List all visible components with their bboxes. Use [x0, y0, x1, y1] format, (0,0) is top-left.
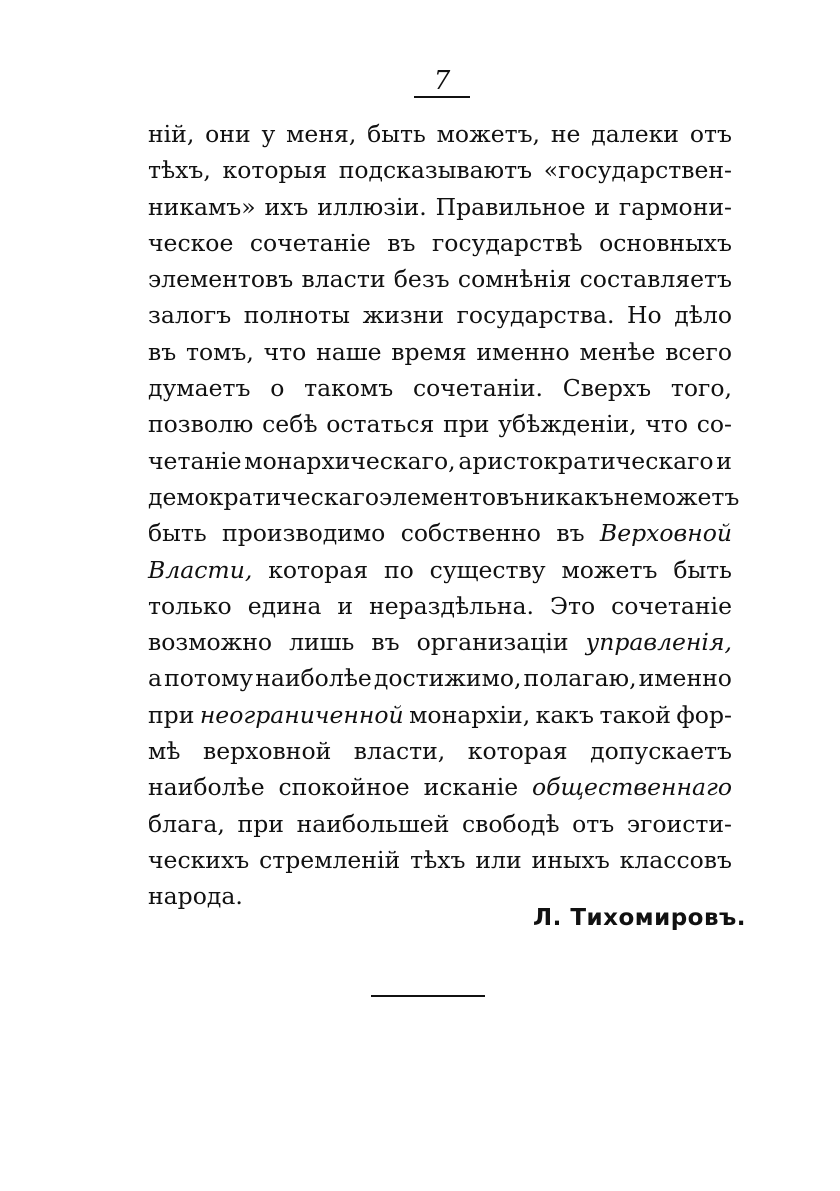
word: наше [316, 337, 382, 366]
word: полноты [243, 301, 351, 330]
word: въ [556, 519, 585, 548]
word: организаціи [416, 628, 569, 657]
word: и [594, 192, 611, 221]
word: можетъ [643, 482, 740, 511]
text-line [148, 261, 732, 297]
word: при [237, 809, 284, 838]
word: потому [164, 664, 254, 693]
text-line [148, 806, 732, 842]
word: лишь [289, 628, 355, 657]
word: исканіе [423, 773, 519, 802]
word: не [613, 482, 644, 511]
text-line [148, 116, 732, 152]
word: того, [670, 374, 732, 403]
word: время [391, 337, 467, 366]
word: именно [638, 664, 732, 693]
text-line [148, 769, 732, 805]
text-line [148, 697, 732, 733]
word: или [475, 845, 522, 874]
word: существу [429, 555, 546, 584]
word: наиболѣе [148, 773, 265, 802]
word: въ [387, 228, 416, 257]
italic-word: общественнаго [532, 773, 732, 802]
word: сочетаніе [611, 591, 732, 620]
word: что [645, 410, 689, 439]
word: можетъ, [436, 120, 541, 148]
word: аристократическаго [458, 446, 714, 475]
word: Сверхъ [562, 374, 652, 403]
word: именно [476, 337, 570, 366]
word: ческихъ [148, 845, 250, 874]
word: монархическаго, [244, 446, 456, 475]
word: иныхъ [531, 845, 610, 874]
italic-word: управленія, [585, 628, 732, 657]
word: дѣло [674, 301, 732, 330]
word: свободѣ [462, 809, 560, 838]
word: въ [371, 628, 400, 657]
text-line [148, 297, 732, 333]
word: нераздѣльна. [369, 591, 535, 620]
word: народа. [148, 882, 243, 911]
word: при [148, 700, 195, 729]
word: сочетаніе [249, 228, 371, 257]
word: они [205, 120, 251, 148]
word: томъ, [185, 337, 254, 366]
italic-word: неограниченной [199, 700, 404, 729]
word: всего [665, 337, 732, 366]
word: такомъ [304, 374, 394, 403]
word: безъ [393, 265, 450, 294]
word: допускаетъ [590, 737, 732, 766]
word: позволю [148, 410, 254, 439]
word: отъ [572, 809, 615, 838]
word: о [270, 374, 285, 403]
signature: Л. Тихомировъ. [533, 905, 747, 931]
word: быть [148, 519, 207, 548]
word: залогъ [148, 301, 232, 330]
word: быть [367, 120, 426, 148]
word: Но [627, 301, 662, 330]
word: элементовъ [148, 265, 294, 294]
word: полагаю, [523, 664, 637, 693]
word: составляетъ [579, 265, 732, 294]
word: такой [599, 700, 671, 729]
word: меня, [286, 120, 357, 148]
word: которая [268, 555, 369, 584]
word: никакъ [524, 482, 614, 511]
word: въ [148, 337, 177, 366]
italic-word: Верховной [599, 519, 732, 548]
word: достижимо, [373, 664, 522, 693]
word: возможно [148, 628, 273, 657]
word: какъ [535, 700, 594, 729]
text-line [148, 479, 740, 515]
word: никамъ» [148, 192, 256, 221]
word: «государствен- [543, 156, 732, 185]
text-line [148, 733, 732, 769]
word: государствѣ [432, 228, 583, 257]
word: жизни [362, 301, 445, 330]
word: монархіи, [409, 700, 531, 729]
word: которая [467, 737, 568, 766]
word: ній, [148, 120, 195, 148]
word: у [261, 120, 276, 148]
word: убѣжденіи, [498, 410, 637, 439]
word: основныхъ [599, 228, 732, 257]
word: остаться [326, 410, 435, 439]
word: наиболѣе [255, 664, 372, 693]
word: при [443, 410, 490, 439]
word: сомнѣнія [457, 265, 572, 294]
word: власти, [353, 737, 446, 766]
footer-rule [371, 995, 485, 997]
text-line [148, 370, 732, 406]
word: не [550, 120, 581, 148]
text-line [148, 552, 732, 588]
text-line [148, 842, 732, 878]
word: себѣ [262, 410, 318, 439]
word: тѣхъ [410, 845, 466, 874]
text-line [148, 189, 732, 225]
word: и [716, 446, 732, 475]
word: а [148, 664, 163, 693]
word: государства. [456, 301, 615, 330]
word: власти [301, 265, 386, 294]
page-number: 7 [433, 66, 451, 96]
word: элементовъ [378, 482, 525, 511]
word: наибольшей [296, 809, 450, 838]
word: верховной [202, 737, 332, 766]
word: думаетъ [148, 374, 251, 403]
word: быть [673, 555, 732, 584]
word: ческое [148, 228, 234, 257]
word: фор- [676, 700, 732, 729]
word: менѣе [579, 337, 656, 366]
word: четаніе [148, 446, 242, 475]
text-line [148, 152, 732, 188]
word: которыя [222, 156, 328, 185]
text-line [148, 406, 732, 442]
text-line [148, 515, 732, 551]
italic-word: Власти, [148, 555, 253, 584]
word: мѣ [148, 737, 181, 766]
word: классовъ [619, 845, 732, 874]
word: гармони- [618, 192, 732, 221]
header-rule [414, 96, 470, 98]
text-line [148, 225, 732, 261]
body-text [148, 116, 740, 915]
word: едина [247, 591, 322, 620]
word: эгоисти- [626, 809, 732, 838]
word: по [383, 555, 414, 584]
word: стремленій [259, 845, 401, 874]
word: собственно [400, 519, 541, 548]
text-line [148, 660, 732, 696]
word: далеки [591, 120, 679, 148]
text-line [148, 443, 732, 479]
word: демократическаго [148, 482, 379, 511]
word: можетъ [561, 555, 658, 584]
word: Это [550, 591, 596, 620]
word: только [148, 591, 232, 620]
word: производимо [222, 519, 386, 548]
text-line [148, 334, 732, 370]
text-line [148, 588, 732, 624]
word: со- [696, 410, 732, 439]
word: блага, [148, 809, 225, 838]
word: сочетаніи. [412, 374, 544, 403]
word: Правильное [435, 192, 586, 221]
word: отъ [689, 120, 732, 148]
word: и [337, 591, 354, 620]
word: тѣхъ, [148, 156, 211, 185]
word: спокойное [278, 773, 410, 802]
word: ихъ [264, 192, 309, 221]
word: что [263, 337, 307, 366]
word: подсказываютъ [338, 156, 533, 185]
text-line [148, 624, 732, 660]
word: иллюзіи. [317, 192, 427, 221]
